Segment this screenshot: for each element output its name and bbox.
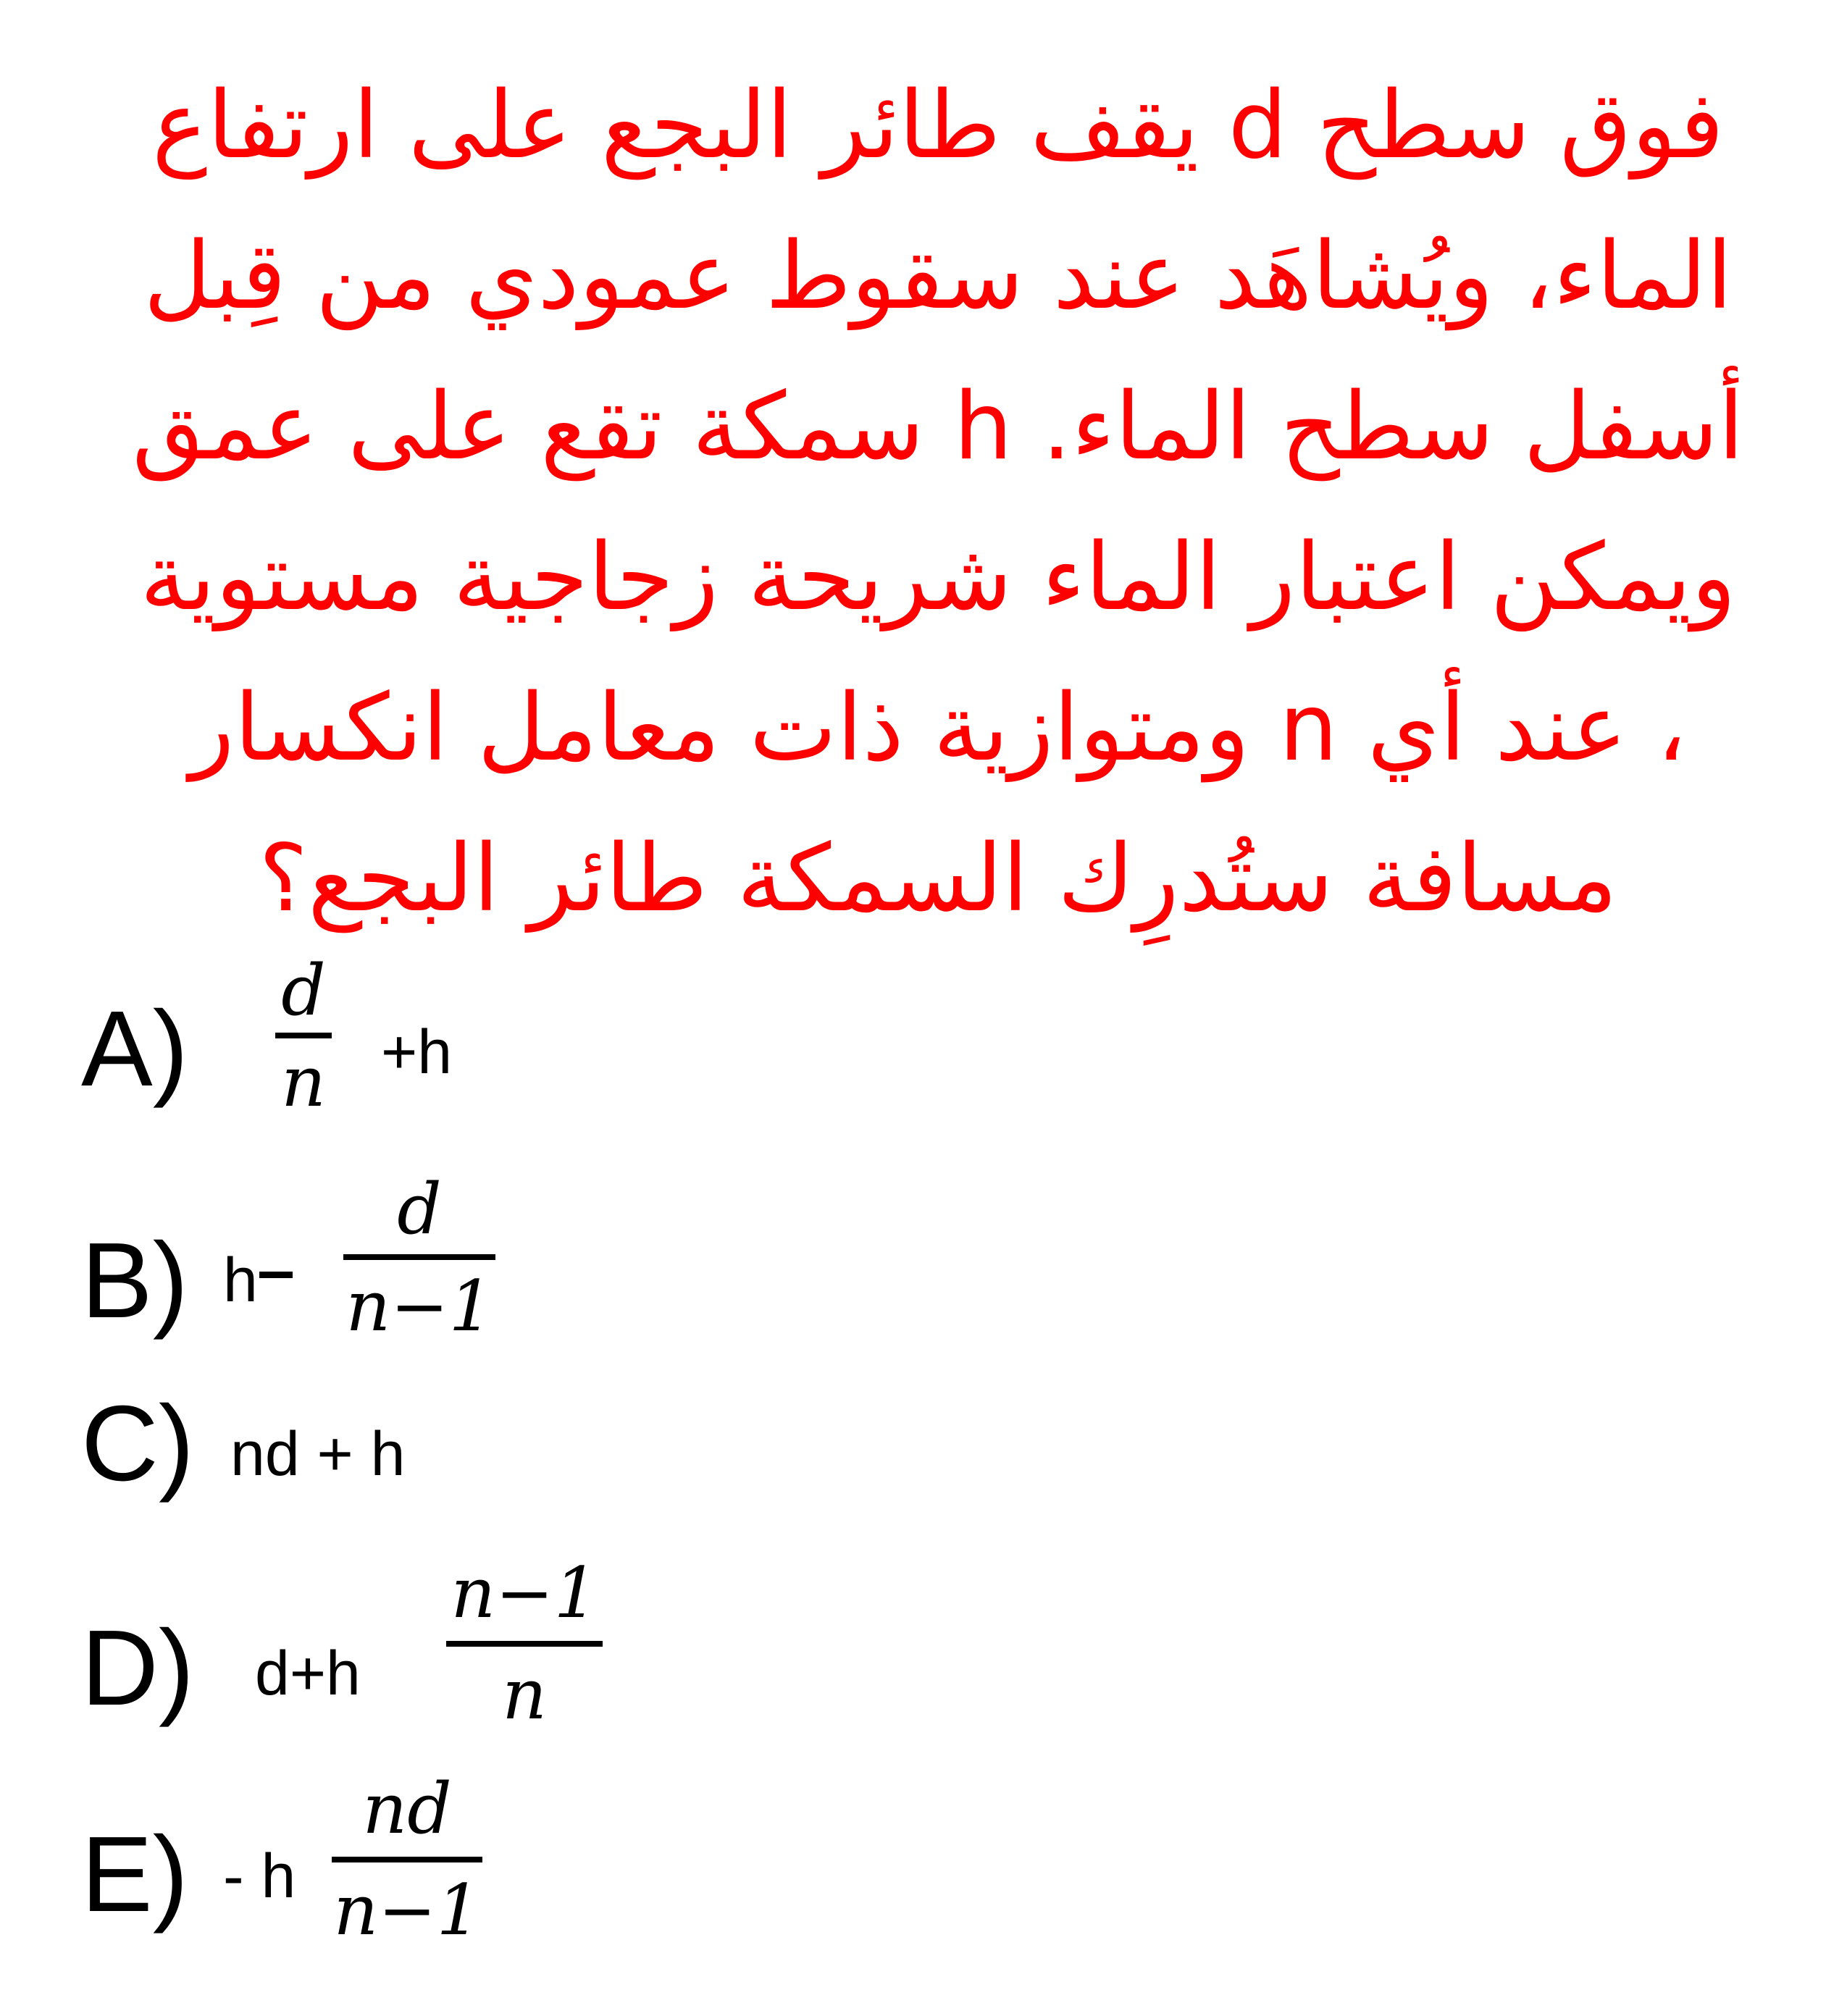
option-e[interactable] [81,1767,1240,1984]
option-e-letter: E) [81,1815,188,1934]
option-b-fraction [343,1169,495,1347]
option-b[interactable] [81,1166,1240,1383]
option-a-fraction [275,950,332,1122]
question-line-1: فوق سطح d يقف طائر البجع على ارتفاع [151,72,1725,180]
option-b-prefix: h [223,1246,258,1315]
option-d-letter: D) [81,1608,195,1728]
option-a-letter: A) [81,989,188,1109]
option-e-prefix: - h [223,1841,296,1911]
option-a[interactable] [81,941,1240,1159]
option-e-denominator: n−1 [333,1870,481,1951]
option-c-letter: C) [81,1384,195,1503]
fraction-bar [446,1641,603,1647]
option-a-numerator: d [281,950,326,1031]
option-c-text: nd + h [230,1419,406,1489]
option-e-fraction [332,1768,482,1951]
option-d-denominator: n [502,1654,547,1735]
option-b-letter: B) [81,1221,188,1340]
option-b-denominator: n−1 [345,1266,493,1347]
question-line-2: الماء، ويُشاهَد عند سقوط عمودي من قِبل [143,222,1733,330]
fraction-bar [275,1033,332,1038]
fraction-bar [332,1857,482,1862]
option-e-numerator: nd [362,1768,452,1849]
fraction-bar [343,1254,495,1260]
question-line-4: ويمكن اعتبار الماء شريحة زجاجية مستوية [140,524,1736,631]
question-line-3: أسفل سطح الماء. h سمكة تقع على عمق [132,373,1744,481]
minus-sign [259,1272,293,1278]
question-line-6: مسافة ستُدرِك السمكة طائر البجع؟ [259,825,1617,933]
option-a-denominator: n [281,1041,326,1122]
option-d[interactable] [81,1550,1240,1767]
question-text [109,51,1767,954]
option-d-numerator: n−1 [451,1553,598,1634]
question-line-5: ، عند أي n ومتوازية ذات معامل انكسار [189,674,1687,782]
option-d-prefix: d+h [255,1639,361,1708]
option-a-suffix: +h [381,1017,453,1087]
option-b-numerator: d [397,1169,442,1250]
option-d-fraction [446,1553,603,1735]
